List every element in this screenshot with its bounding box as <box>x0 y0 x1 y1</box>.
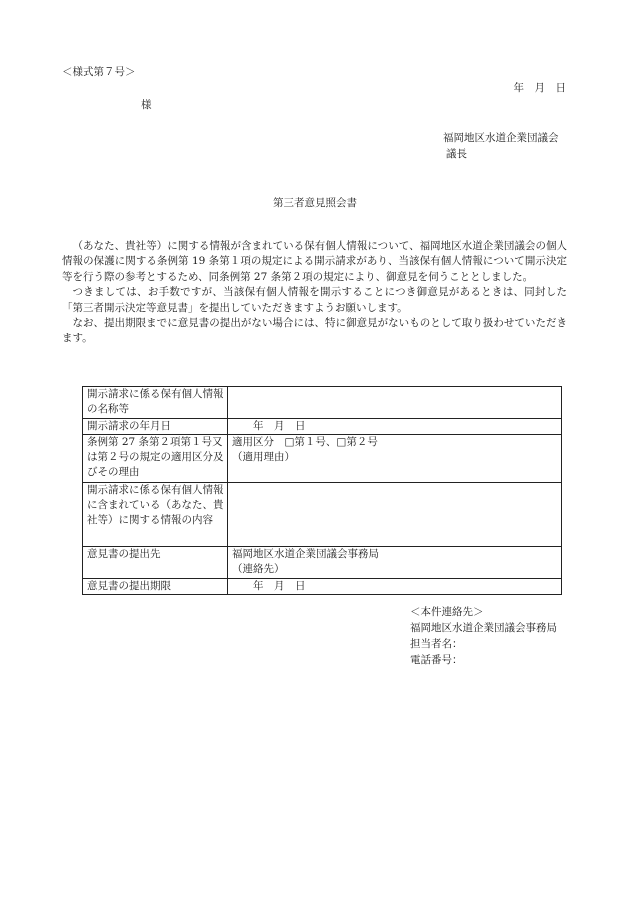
table-row <box>83 579 562 595</box>
issue-date: 年 月 日 <box>513 82 566 94</box>
table-row <box>83 483 562 547</box>
sender-title: 議長 <box>446 148 467 160</box>
form-number: ＜様式第７号＞ <box>62 66 136 78</box>
table-row <box>83 547 562 579</box>
body-paragraph: つきましては、お手数ですが、当該保有個人情報を開示することにつき御意見があるときは、同封した「第三者開示決定等意見書」を提出していただきますようお願いします。 <box>62 286 567 314</box>
contact-block <box>410 604 590 668</box>
contact-heading: ＜本件連絡先＞ <box>410 606 484 618</box>
row-value[interactable] <box>228 483 562 547</box>
table-row <box>83 435 562 483</box>
row-label: 開示請求に係る保有個人情報の名称等 <box>83 387 228 419</box>
row-label: 意見書の提出期限 <box>83 579 228 595</box>
row-value[interactable]: 年 月 日 <box>228 579 562 595</box>
document-title: 第三者意見照会書 <box>273 197 357 209</box>
request-details-table <box>82 386 562 595</box>
contact-phone: 電話番号： <box>410 654 463 666</box>
row-value[interactable]: 適用区分 □第１号、□第２号 （適用理由） <box>228 435 562 483</box>
table-row <box>83 387 562 419</box>
row-value[interactable]: 福岡地区水道企業団議会事務局 （連絡先） <box>228 547 562 579</box>
row-label: 意見書の提出先 <box>83 547 228 579</box>
body-paragraph: （あなた、貴社等）に関する情報が含まれている保有個人情報について、福岡地区水道企業団議会の個人情報の保護に関する条例第 19 条第１項の規定による開示請求があり、当該保有個人情報について開示決定等を行う際の参考とするため、同条例第 27 条第２項の規定により、御意見を伺うこととしました。 <box>62 240 567 283</box>
contact-office: 福岡地区水道企業団議会事務局 <box>410 622 557 634</box>
contact-person: 担当者名： <box>410 638 463 650</box>
row-label: 開示請求に係る保有個人情報に含まれている（あなた、貴社等）に関する情報の内容 <box>83 483 228 547</box>
row-label: 条例第 27 条第２項第１号又は第２号の規定の適用区分及びその理由 <box>83 435 228 483</box>
row-value[interactable]: 年 月 日 <box>228 419 562 435</box>
body-text <box>62 239 567 347</box>
recipient-honorific: 様 <box>141 99 152 111</box>
row-label: 開示請求の年月日 <box>83 419 228 435</box>
row-value[interactable] <box>228 387 562 419</box>
body-paragraph: なお、提出期限までに意見書の提出がない場合には、特に御意見がないものとして取り扱わせていただきます。 <box>62 317 567 345</box>
table-row <box>83 419 562 435</box>
sender-organization: 福岡地区水道企業団議会 <box>443 132 559 144</box>
